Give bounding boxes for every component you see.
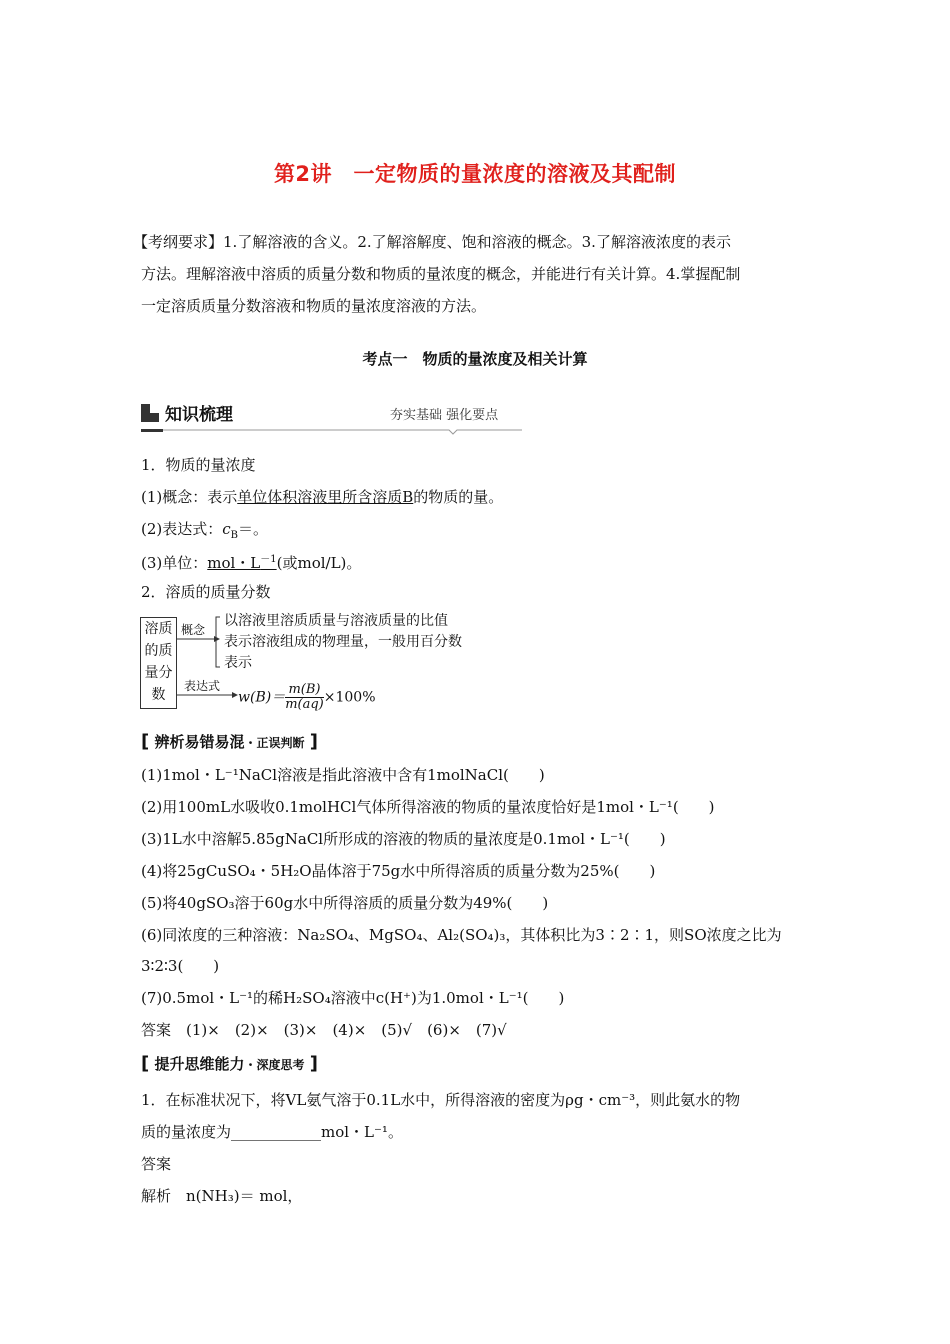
unit-sup: －1 [260, 554, 277, 565]
expression-sub: B [230, 530, 239, 541]
exam-requirements [133, 226, 813, 322]
page-title: 第2讲 一定物质的量浓度的溶液及其配制 [273, 162, 677, 186]
concept-desc-1: 以溶液里溶质质量与溶液质量的比值 [224, 613, 448, 629]
analysis-line: 解析 n(NH₃)＝ mol， [141, 1187, 303, 1205]
judgment-5: (5)将40gSO₃溶于60g水中所得溶质的质量分数为49%( ) [141, 894, 549, 912]
box-line-4: 数 [151, 687, 166, 703]
banner-judgment-main: 辨析易错易混 [154, 733, 245, 751]
knowledge-section-header [141, 400, 521, 430]
formula-numerator: m(B) [285, 683, 324, 698]
section-subtitle: 考点一 物质的量浓度及相关计算 [362, 350, 588, 368]
expression-suffix: ＝。 [238, 520, 269, 538]
unit-line [141, 550, 361, 573]
requirements-line-1: 1.了解溶液的含义。2.了解溶解度、饱和溶液的概念。3.了解溶液浓度的表示 [223, 233, 731, 251]
section-slogan: 夯实基础 强化要点 [390, 408, 499, 423]
box-line-3: 量分 [144, 665, 173, 681]
banner-judgment-sub: ・正误判断 [244, 736, 305, 750]
box-line-1: 溶质 [144, 621, 173, 637]
section-square-icon [141, 404, 159, 422]
concept-line [141, 487, 503, 507]
expression-var: c [222, 520, 231, 538]
unit-suffix: (或mol/L)。 [276, 554, 362, 572]
judgment-6-cont: 3∶2∶3( ) [141, 957, 220, 975]
mass-fraction-diagram [140, 615, 500, 710]
unit-underline: mol・L [207, 554, 261, 572]
mass-fraction-formula [238, 683, 376, 712]
arrow-label-concept: 概念 [181, 623, 206, 637]
formula-denominator: m(aq) [285, 697, 324, 712]
heading-mass-fraction: 2．溶质的质量分数 [141, 583, 271, 601]
expression-prefix: (2)表达式： [141, 520, 223, 538]
requirements-line-3: 一定溶质质量分数溶液和物质的量浓度溶液的方法。 [141, 297, 487, 315]
banner-thinking: [ 提升思维能力・深度思考 ] [141, 1053, 318, 1074]
arrow-label-expression: 表达式 [184, 679, 221, 693]
section-underline [141, 427, 523, 435]
banner-judgment: [ 辨析易错易混・正误判断 ] [141, 731, 318, 752]
formula-left: w(B)＝ [238, 689, 286, 706]
question-line-1: 1．在标准状况下，将VL氨气溶于0.1L水中，所得溶液的密度为ρg・cm⁻³，则此氨水的物 [141, 1091, 741, 1109]
concept-desc-3: 表示 [224, 655, 252, 671]
unit-prefix: (3)单位： [141, 554, 208, 572]
answer-judgments: 答案 (1)× (2)× (3)× (4)× (5)√ (6)× (7)√ [141, 1021, 507, 1039]
box-line-2: 的质 [144, 643, 173, 659]
concept-underline: 单位体积溶液里所含溶质B [237, 488, 414, 506]
answer-label: 答案 [141, 1155, 172, 1173]
expression-line [141, 519, 268, 546]
judgment-7: (7)0.5mol・L⁻¹的稀H₂SO₄溶液中c(H⁺)为1.0mol・L⁻¹( ) [141, 989, 565, 1007]
formula-right: ×100% [323, 689, 376, 706]
judgment-4: (4)将25gCuSO₄・5H₂O晶体溶于75g水中所得溶质的质量分数为25%( ) [141, 862, 656, 880]
judgment-2: (2)用100mL水吸收0.1molHCl气体所得溶液的物质的量浓度恰好是1mol・L⁻¹( ) [141, 798, 715, 816]
concept-description [224, 611, 462, 674]
requirements-line-2: 方法。理解溶液中溶质的质量分数和物质的量浓度的概念，并能进行有关计算。4.掌握配制 [141, 265, 741, 283]
judgment-6: (6)同浓度的三种溶液：Na₂SO₄、MgSO₄、Al₂(SO₄)₃，其体积比为3∶2∶1，则SO浓度之比为 [141, 926, 782, 944]
section-title: 知识梳理 [165, 405, 233, 425]
judgment-3: (3)1L水中溶解5.85gNaCl所形成的溶液的物质的量浓度是0.1mol・L⁻¹( ) [141, 830, 666, 848]
judgment-1: (1)1mol・L⁻¹NaCl溶液是指此溶液中含有1molNaCl( ) [141, 766, 545, 784]
heading-molarity: 1．物质的量浓度 [141, 456, 256, 474]
banner-thinking-main: 提升思维能力 [154, 1055, 245, 1073]
concept-suffix: 的物质的量。 [413, 488, 504, 506]
requirements-label: 【考纲要求】 [133, 233, 224, 251]
concept-desc-2: 表示溶液组成的物理量，一般用百分数 [224, 634, 462, 650]
concept-prefix: (1)概念：表示 [141, 488, 238, 506]
question-line-2: 质的量浓度为____________mol・L⁻¹。 [141, 1123, 403, 1141]
banner-thinking-sub: ・深度思考 [244, 1058, 305, 1072]
